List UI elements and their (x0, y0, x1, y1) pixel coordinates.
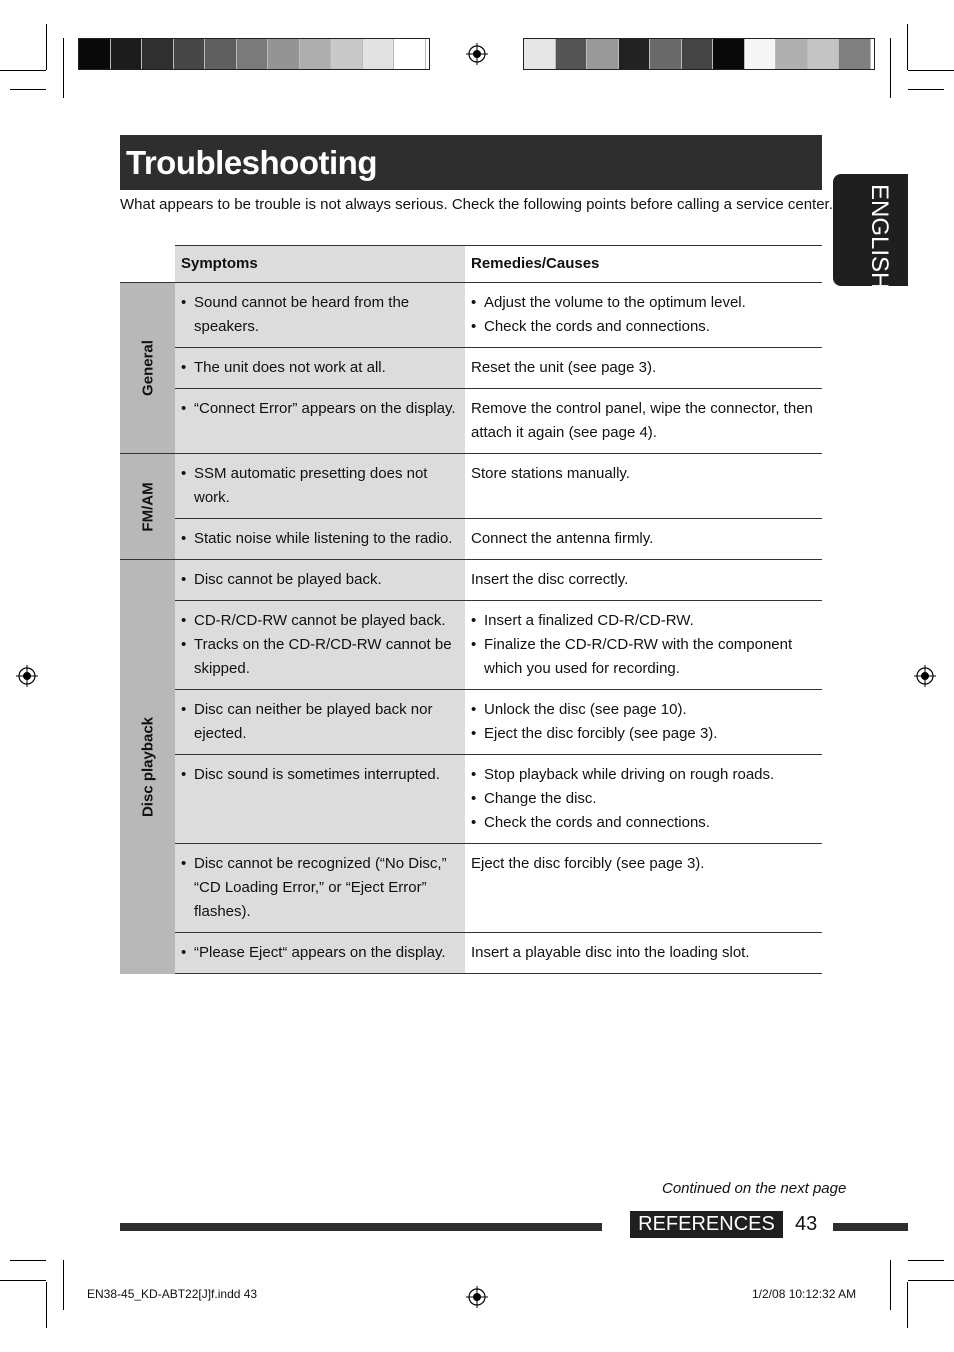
crop-mark (908, 89, 944, 90)
table-row (120, 690, 822, 755)
symptom-cell (175, 519, 465, 560)
table-row (120, 601, 822, 690)
crop-mark (907, 1282, 908, 1328)
bullet-list (181, 698, 459, 746)
list-item: • Insert a finalized CD-R/CD-RW. (471, 609, 816, 633)
header-symptoms: Symptoms (175, 246, 465, 283)
header-spacer (120, 246, 175, 283)
crop-mark (890, 38, 891, 98)
color-swatch (650, 39, 682, 69)
header-remedies: Remedies/Causes (465, 246, 822, 283)
bullet-list (181, 397, 459, 421)
list-item: • Tracks on the CD-R/CD-RW cannot be skipped. (181, 633, 459, 681)
color-swatch (331, 39, 363, 69)
footer-rule-left (120, 1223, 602, 1231)
cell-text: Reset the unit (see page 3). (471, 359, 657, 376)
bullet-list (181, 763, 459, 787)
table-row (120, 519, 822, 560)
color-swatch (300, 39, 332, 69)
color-swatch (237, 39, 269, 69)
registration-target-icon (466, 1286, 488, 1308)
remedy-cell (465, 560, 822, 601)
symptom-cell (175, 283, 465, 348)
crop-mark (46, 1282, 47, 1328)
bullet-list (181, 852, 459, 924)
bullet-list (471, 291, 816, 339)
cell-text: Insert the disc correctly. (471, 571, 629, 588)
remedy-cell (465, 601, 822, 690)
cell-text: Connect the antenna firmly. (471, 530, 654, 547)
bullet-list (471, 763, 816, 835)
list-item: • CD-R/CD-RW cannot be played back. (181, 609, 459, 633)
crop-mark (10, 1260, 46, 1261)
bullet-list (181, 527, 459, 551)
color-swatch (587, 39, 619, 69)
bullet-list (181, 941, 459, 965)
crop-mark (46, 24, 47, 70)
slug-file-info: EN38-45_KD-ABT22[J]f.indd 43 (87, 1287, 258, 1301)
cell-text: Eject the disc forcibly (see page 3). (471, 855, 705, 872)
crop-mark (908, 1280, 954, 1281)
color-swatch (619, 39, 651, 69)
symptom-cell (175, 560, 465, 601)
color-swatch (524, 39, 556, 69)
title-bar (120, 135, 822, 190)
symptom-cell (175, 844, 465, 933)
list-item: • Disc can neither be played back nor ejected. (181, 698, 459, 746)
remedy-cell (465, 389, 822, 454)
table-row (120, 454, 822, 519)
remedy-cell (465, 933, 822, 974)
list-item: • Disc sound is sometimes interrupted. (181, 763, 459, 787)
color-swatch (713, 39, 745, 69)
list-item: • Disc cannot be recognized (“No Disc,” “CD Loading Error,” or “Eject Error” flashes). (181, 852, 459, 924)
category-label: General (139, 340, 156, 396)
bullet-list (181, 462, 459, 510)
table-row (120, 933, 822, 974)
color-swatch (79, 39, 111, 69)
crop-mark (890, 1260, 891, 1310)
language-tab (833, 174, 908, 290)
remedy-cell (465, 690, 822, 755)
color-swatch (745, 39, 777, 69)
color-swatch (111, 39, 143, 69)
category-cell (120, 283, 175, 454)
remedy-cell (465, 283, 822, 348)
color-swatch (268, 39, 300, 69)
list-item: • Disc cannot be played back. (181, 568, 459, 592)
bullet-list (181, 291, 459, 339)
bullet-list (471, 698, 816, 746)
cell-text: Remove the control panel, wipe the connector, then attach it again (see page 4). (471, 400, 813, 441)
crop-mark (0, 1280, 46, 1281)
intro-text: What appears to be trouble is not always serious. Check the following points before calling a service center. (120, 196, 833, 213)
list-item: • “Connect Error” appears on the display. (181, 397, 459, 421)
remedy-cell (465, 755, 822, 844)
section-label: REFERENCES (630, 1211, 783, 1238)
crop-mark (908, 70, 954, 71)
remedy-cell (465, 844, 822, 933)
crop-mark (907, 24, 908, 70)
category-cell (120, 560, 175, 974)
bullet-list (471, 609, 816, 681)
symptom-cell (175, 755, 465, 844)
table-row (120, 389, 822, 454)
symptom-cell (175, 690, 465, 755)
list-item: • Adjust the volume to the optimum level. (471, 291, 816, 315)
color-swatch (776, 39, 808, 69)
color-swatch (682, 39, 714, 69)
crop-mark (63, 38, 64, 98)
cell-text: Store stations manually. (471, 465, 630, 482)
color-swatch (363, 39, 395, 69)
color-swatch (808, 39, 840, 69)
symptom-cell (175, 601, 465, 690)
table-row (120, 844, 822, 933)
list-item: • Change the disc. (471, 787, 816, 811)
remedy-cell (465, 519, 822, 560)
category-cell (120, 454, 175, 560)
list-item: • “Please Eject“ appears on the display. (181, 941, 459, 965)
color-swatch (394, 39, 426, 69)
list-item: • Finalize the CD-R/CD-RW with the component which you used for recording. (471, 633, 816, 681)
slug-date-time: 1/2/08 10:12:32 AM (752, 1287, 857, 1301)
symptom-cell (175, 348, 465, 389)
list-item: • Sound cannot be heard from the speakers. (181, 291, 459, 339)
registration-target-icon (466, 43, 488, 65)
list-item: • Eject the disc forcibly (see page 3). (471, 722, 816, 746)
remedy-cell (465, 348, 822, 389)
troubleshooting-table (120, 245, 822, 974)
color-swatch (556, 39, 588, 69)
symptom-cell (175, 454, 465, 519)
table-row (120, 560, 822, 601)
table-row (120, 283, 822, 348)
page-number: 43 (795, 1213, 818, 1235)
bullet-list (181, 568, 459, 592)
list-item: • Static noise while listening to the radio. (181, 527, 459, 551)
footer-rule-right (833, 1223, 908, 1231)
list-item: • Check the cords and connections. (471, 811, 816, 835)
list-item: • SSM automatic presetting does not work. (181, 462, 459, 510)
remedy-cell (465, 454, 822, 519)
page-title: Troubleshooting (126, 144, 377, 181)
list-item: • The unit does not work at all. (181, 356, 459, 380)
table-row (120, 348, 822, 389)
continued-note: Continued on the next page (662, 1180, 847, 1197)
color-swatch (142, 39, 174, 69)
table-row (120, 755, 822, 844)
list-item: • Stop playback while driving on rough roads. (471, 763, 816, 787)
table-header-row (120, 246, 822, 283)
crop-mark (0, 70, 46, 71)
crop-mark (908, 1260, 944, 1261)
registration-target-icon (16, 665, 38, 687)
symptom-cell (175, 933, 465, 974)
crop-mark (63, 1260, 64, 1310)
registration-target-icon (914, 665, 936, 687)
color-swatch (839, 39, 871, 69)
color-calibration-bar-left (78, 38, 430, 70)
language-tab-label: ENGLISH (866, 184, 893, 290)
category-label: FM/AM (139, 481, 156, 532)
list-item: • Check the cords and connections. (471, 315, 816, 339)
bullet-list (181, 609, 459, 681)
bullet-list (181, 356, 459, 380)
crop-mark (10, 89, 46, 90)
symptom-cell (175, 389, 465, 454)
cell-text: Insert a playable disc into the loading slot. (471, 944, 750, 961)
color-swatch (205, 39, 237, 69)
list-item: • Unlock the disc (see page 10). (471, 698, 816, 722)
color-calibration-bar-right (523, 38, 875, 70)
category-label: Disc playback (139, 716, 156, 817)
color-swatch (174, 39, 206, 69)
